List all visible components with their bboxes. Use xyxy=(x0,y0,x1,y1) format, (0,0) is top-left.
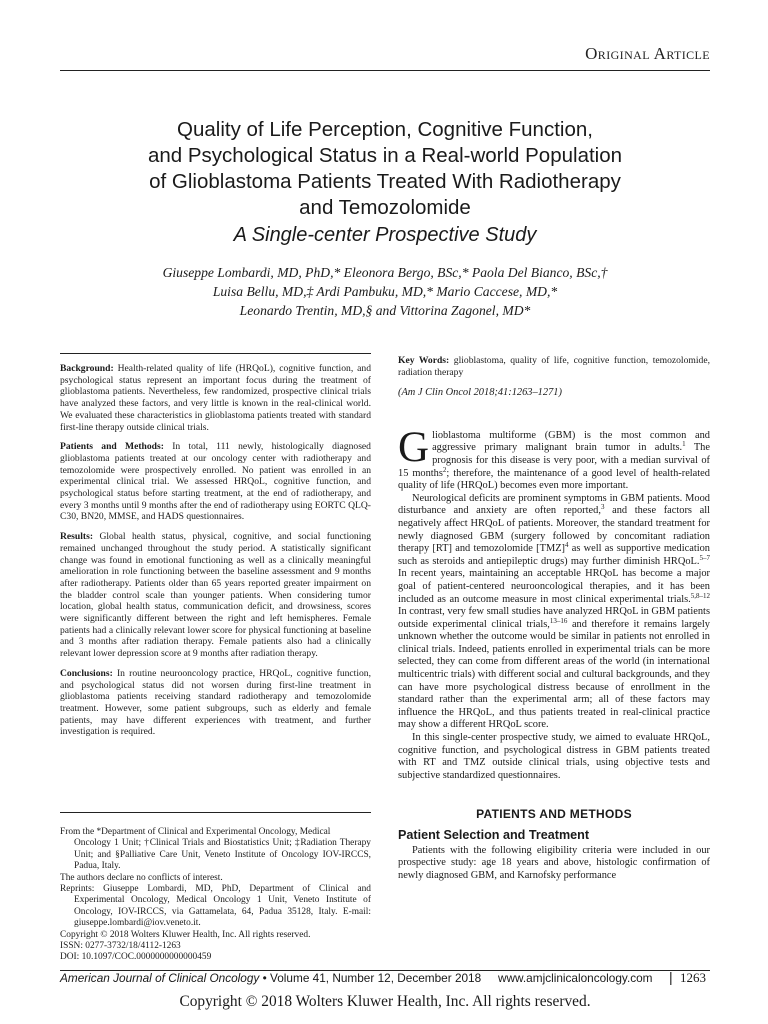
title-line: and Psychological Status in a Real-world Population xyxy=(147,144,623,167)
abstract-results xyxy=(60,531,371,660)
author-list xyxy=(60,263,710,320)
intro-text: The prognosis for this disease is very poor, with a median survival of 15 months xyxy=(398,442,710,479)
intro-paragraph-2 xyxy=(398,493,710,732)
intro-paragraph-3: In this single-center prospective study, we aimed to evaluate HRQoL, cognitive function, and psychological distress in GBM patients treated with RT and TMZ outside clinical trials, using objective tests and subjective standardized questionnaires. xyxy=(398,732,710,781)
intro-text: and therefore it remains largely unknown whether the outcome would be similar in patients not enrolled in clinical trials. Indeed, patients enrolled in experimental trials can be more selected, they can come from different areas of the world (in international multicentric trials) with different social and cultural backgrounds, and they can have more psychological distress because of enrollment in the standard rather than the experimental arm; all of these factors may influence the HRQoL, and thus patients treated in real-clinical practice may show a different HRQoL score. xyxy=(398,618,711,731)
title-line: Quality of Life Perception, Cognitive Function, xyxy=(177,118,593,141)
abstract-results-label: Results: xyxy=(60,531,94,543)
conflict-statement: The authors declare no conflicts of interest. xyxy=(60,872,223,883)
section-heading: PATIENTS AND METHODS xyxy=(476,807,632,822)
key-words-label: Key Words: xyxy=(398,355,450,366)
intro-text: Neurological deficits are prominent symptoms in GBM patients. Mood disturbance and anxiety are often reported, xyxy=(398,492,710,517)
abstract-bottom-divider xyxy=(60,812,371,813)
title-line: of Glioblastoma Patients Treated With Radiotherapy xyxy=(149,170,621,193)
reprints-info: Reprints: Giuseppe Lombardi, MD, PhD, Department of Clinical and Experimental Oncology, Medical Oncology 1 Unit, Veneto Institute of Oncology, IOV-IRCCS, via Gattamelata, 64, Padua 35128, Italy. E-mail: giuseppe.lombardi@iov.veneto.it. xyxy=(60,884,371,929)
copyright-notice: Copyright © 2018 Wolters Kluwer Health, Inc. All rights reserved. xyxy=(179,993,591,1010)
abstract-background-label: Background: xyxy=(60,363,114,374)
journal-website-link[interactable]: www.amjclinicaloncology.com xyxy=(498,971,653,985)
key-words-text: glioblastoma, quality of life, cognitive function, temozolomide, radiation therapy xyxy=(398,355,710,378)
reference-marker[interactable]: 1 xyxy=(682,440,686,449)
article-title xyxy=(60,117,710,221)
intro-text: ; therefore, the maintenance of a good level of health-related quality of life (HRQoL) becomes even more important. xyxy=(398,467,710,492)
doi: DOI: 10.1097/COC.0000000000000459 xyxy=(60,952,212,963)
abstract-results-text: Global health status, physical, cognitive, and social functioning remained unchanged throughout the study period. A statistically significant change was found in emotional functioning as well as a clinically meaningful amelioration in role functioning between the baseline assessment and 9 months after radiotherapy. Patients older than 65 years reported greater impairment on the bladder control scale than younger patients. When considering tumor location, global health status, communication deficit, and drowsiness, scores were significantly different between the right and left hemispheres. Female patients had a clinically relevant lower score for physical functioning at baseline and 3 months after radiation therapy. Female patients also had a clinically relevant lower depression score at 9 months after radiation therapy. xyxy=(60,531,371,660)
affiliation-units: Oncology 1 Unit; †Clinical Trials and Biostatistics Unit; ‡Radiation Therapy Unit; and §Palliative Care Unit, Veneto Institute of Oncology IOV-IRCCS, Padua, Italy. xyxy=(74,838,371,872)
affiliation-from: From the *Department of Clinical and Experimental Oncology, Medical xyxy=(60,827,331,837)
volume-info: Volume 41, Number 12, December 2018 xyxy=(270,971,482,985)
author-line: Luisa Bellu, MD,‡ Ardi Pambuku, MD,* Mario Caccese, MD,* xyxy=(212,284,558,299)
abstract-conclusions xyxy=(60,668,371,738)
footer-bullet: • xyxy=(262,971,267,985)
citation-text: (Am J Clin Oncol 2018;41:1263–1271) xyxy=(398,387,562,399)
abstract-background xyxy=(60,363,371,433)
section-header: Original Article xyxy=(585,44,710,63)
abstract-conclusions-text: In routine neurooncology practice, HRQoL, cognitive function, and psychological status did not worsen during first-line treatment in glioblastoma patients receiving standard radiotherapy and temozolomide treatment. However, some patient subgroups, such as elderly and female patients, may have different experiences with treatment, and further investigation is required. xyxy=(60,667,371,738)
author-line: Leonardo Trentin, MD,§ and Vittorina Zagonel, MD* xyxy=(239,303,531,318)
abstract-top-divider xyxy=(60,353,371,354)
reference-marker[interactable]: 13–16 xyxy=(549,616,568,625)
page-separator: | xyxy=(669,969,673,985)
reference-marker[interactable]: 3 xyxy=(600,503,605,512)
intro-text: In recent years, maintaining an acceptable HRQoL has become a major goal of patient-centered neurooncological therapies, and it has been included as an outcome measure in most clinical experimental trials. xyxy=(398,568,710,605)
article-subtitle: A Single-center Prospective Study xyxy=(233,224,537,246)
intro-text: and these factors all negatively affect HRQoL of patients. Moreover, the standard treatment for newly diagnosed GBM (surgery followed by concomitant radiation therapy [RT] and temozolomide [TMZ] xyxy=(398,505,711,555)
abstract xyxy=(60,363,371,746)
affiliation-copyright: Copyright © 2018 Wolters Kluwer Health, Inc. All rights reserved. xyxy=(60,929,311,940)
issn: ISSN: 0277-3732/18/4112-1263 xyxy=(60,941,181,952)
abstract-conclusions-label: Conclusions: xyxy=(60,667,113,679)
abstract-methods xyxy=(60,441,371,523)
page-number: 1263 xyxy=(680,970,706,985)
intro-text: In contrast, very few small studies have analyzed HRQoL in GBM patients outside experimental clinical trials, xyxy=(398,606,710,630)
affiliations-footnote xyxy=(60,827,371,964)
subsection-heading: Patient Selection and Treatment xyxy=(398,828,590,842)
footer-journal-info xyxy=(60,971,481,985)
title-line: and Temozolomide xyxy=(299,196,471,219)
intro-paragraph-1 xyxy=(398,423,710,493)
drop-cap: G xyxy=(398,423,430,471)
citation xyxy=(398,387,710,400)
reference-marker[interactable]: 2 xyxy=(442,465,447,474)
reference-marker[interactable]: 5,8–12 xyxy=(690,591,710,600)
methods-paragraph-1: Patients with the following eligibility criteria were included in our prospective study: age 18 years and above, histologic confirmation of newly diagnosed GBM, and Karnofsky performance xyxy=(398,844,710,881)
intro-text: lioblastoma multiforme (GBM) is the most common and aggressive primary malignant brain tumor in adults. xyxy=(432,429,710,454)
reference-marker[interactable]: 5–7 xyxy=(699,553,710,562)
author-line: Giuseppe Lombardi, MD, PhD,* Eleonora Bergo, BSc,* Paola Del Bianco, BSc,† xyxy=(162,265,608,280)
key-words xyxy=(398,355,710,378)
abstract-methods-text: In total, 111 newly, histologically diagnosed glioblastoma patients treated at our oncology center with radiotherapy and temozolomide were prospectively enrolled. No patient was enrolled in an experimental clinical trial. We assessed HRQoL, cognitive function, and psychological status before starting treatment, at the end of radiotherapy, and every 3 months until 9 months after the end of radiotherapy using EORTC QLQ-C30, BN20, MMSE, and HADS questionnaires. xyxy=(60,441,371,523)
right-column xyxy=(398,355,710,882)
reference-marker[interactable]: 4 xyxy=(565,541,569,550)
header-divider xyxy=(60,70,710,71)
abstract-methods-label: Patients and Methods: xyxy=(60,441,164,453)
journal-name: American Journal of Clinical Oncology xyxy=(60,971,260,985)
intro-text: as well as supportive medication such as steroids and antiepileptic drugs) may further diminish HRQoL. xyxy=(398,543,710,567)
abstract-background-text: Health-related quality of life (HRQoL), cognitive function, and psychological status represent an important focus during the treatment of glioblastoma patients. Nevertheless, few randomized, prospective clinical trials have analyzed these factors, and very little is known in the real-clinical world. We evaluated these characteristics in glioblastoma patients treated with standard first-line therapy outside clinical trials. xyxy=(60,363,371,433)
